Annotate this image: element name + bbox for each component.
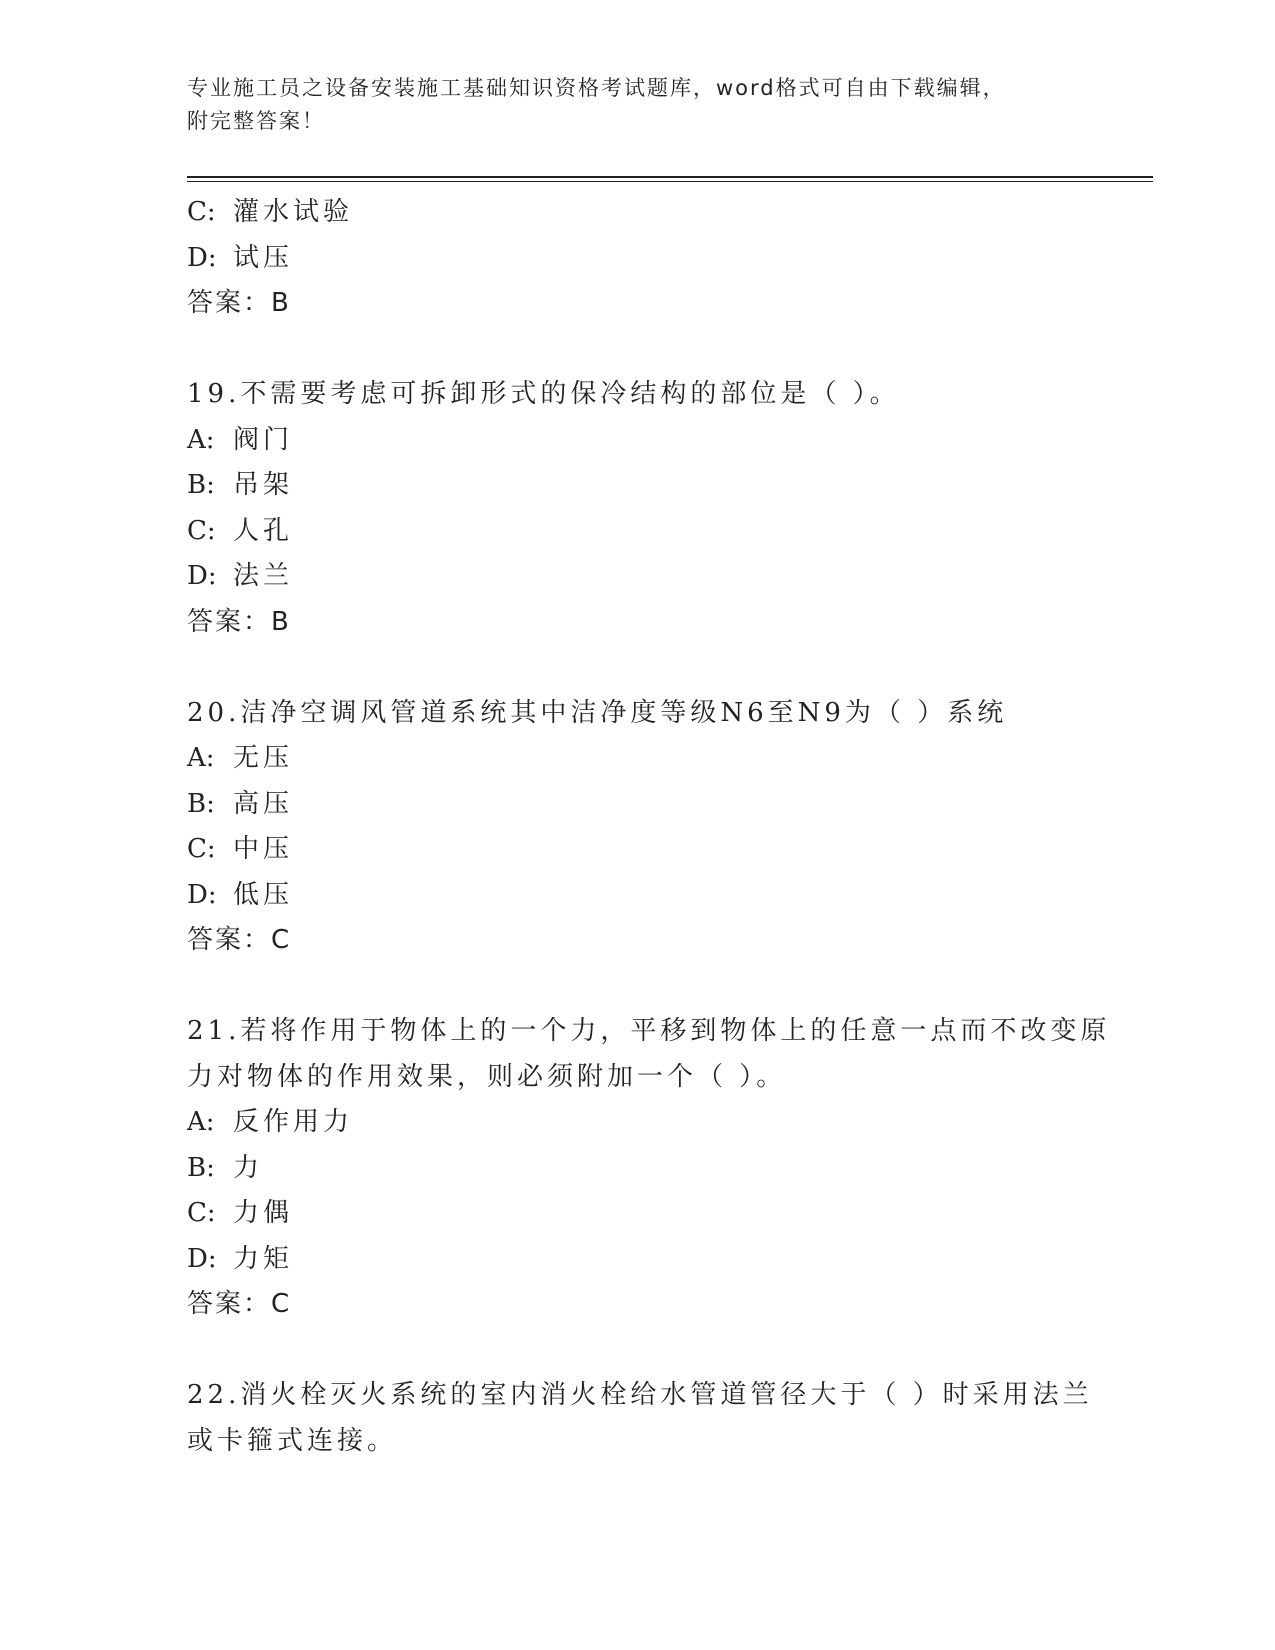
- question-stem: 21.若将作用于物体上的一个力，平移到物体上的任意一点而不改变原: [187, 1016, 1111, 1046]
- option-label: C:: [187, 1198, 216, 1228]
- question-stem-continued: 或卡箍式连接。: [187, 1425, 398, 1456]
- option-d: [187, 236, 1087, 282]
- option-text: 人孔: [233, 515, 294, 546]
- option-text: 试压: [233, 242, 294, 273]
- question-stem: 19.不需要考虑可拆卸形式的保冷结构的部位是（ ）。: [187, 379, 900, 409]
- question-list: [187, 190, 1111, 1464]
- option-text: 灌水试验: [233, 197, 354, 227]
- question-stem: 20.洁净空调风管道系统其中洁净度等级N6至N9为（ ）系统: [187, 697, 1008, 728]
- option-d: [187, 873, 1087, 919]
- option-d: [187, 1237, 1087, 1283]
- header-line-1: 专业施工员之设备安装施工基础知识资格考试题库，word格式可自由下载编辑，: [187, 76, 1006, 100]
- option-text: 低压: [233, 879, 294, 910]
- header-line-2: 附完整答案！: [187, 109, 325, 133]
- option-c: [187, 1191, 1087, 1237]
- option-text: 高压: [233, 788, 294, 819]
- header-divider-thick: [187, 176, 1153, 178]
- answer-line: 答案：C: [187, 925, 292, 955]
- option-label: A:: [187, 424, 215, 455]
- option-label: B:: [187, 470, 215, 500]
- option-label: B:: [187, 788, 215, 819]
- option-label: A:: [187, 1107, 215, 1137]
- option-b: [187, 463, 1087, 509]
- option-text: 力偶: [233, 1198, 294, 1228]
- option-label: C:: [187, 197, 216, 227]
- option-label: D:: [187, 879, 217, 910]
- option-label: A:: [187, 743, 215, 773]
- option-label: C:: [187, 834, 216, 864]
- option-a: [187, 736, 1087, 782]
- option-text: 中压: [233, 834, 294, 864]
- option-label: C:: [187, 515, 216, 546]
- option-text: 反作用力: [233, 1107, 354, 1137]
- answer-line: 答案：C: [187, 1289, 292, 1319]
- question-stem: 22.消火栓灭火系统的室内消火栓给水管道管径大于（ ）时采用法兰: [187, 1380, 1093, 1410]
- spacer: [187, 645, 1087, 691]
- option-d: [187, 554, 1087, 600]
- option-b: [187, 1146, 1087, 1192]
- option-c: [187, 827, 1087, 873]
- option-text: 力矩: [233, 1243, 294, 1274]
- header-divider-thin: [187, 181, 1153, 182]
- option-label: D:: [187, 242, 217, 273]
- question-stem-continued: 力对物体的作用效果，则必须附加一个（ ）。: [187, 1061, 787, 1092]
- option-text: 吊架: [233, 470, 294, 500]
- answer-line: 答案：B: [187, 288, 291, 318]
- spacer: [187, 1328, 1087, 1374]
- answer-line: 答案：B: [187, 606, 291, 637]
- option-text: 阀门: [233, 424, 294, 455]
- option-text: 法兰: [233, 561, 294, 591]
- option-c: [187, 509, 1087, 555]
- option-label: B:: [187, 1152, 215, 1183]
- option-b: [187, 782, 1087, 828]
- option-c: [187, 190, 1087, 236]
- document-header: [187, 72, 1087, 138]
- spacer: [187, 327, 1087, 373]
- spacer: [187, 964, 1087, 1010]
- option-a: [187, 1100, 1087, 1146]
- option-text: 无压: [233, 743, 294, 773]
- option-text: 力: [233, 1152, 264, 1183]
- option-label: D:: [187, 1243, 217, 1274]
- option-a: [187, 418, 1087, 464]
- option-label: D:: [187, 561, 217, 591]
